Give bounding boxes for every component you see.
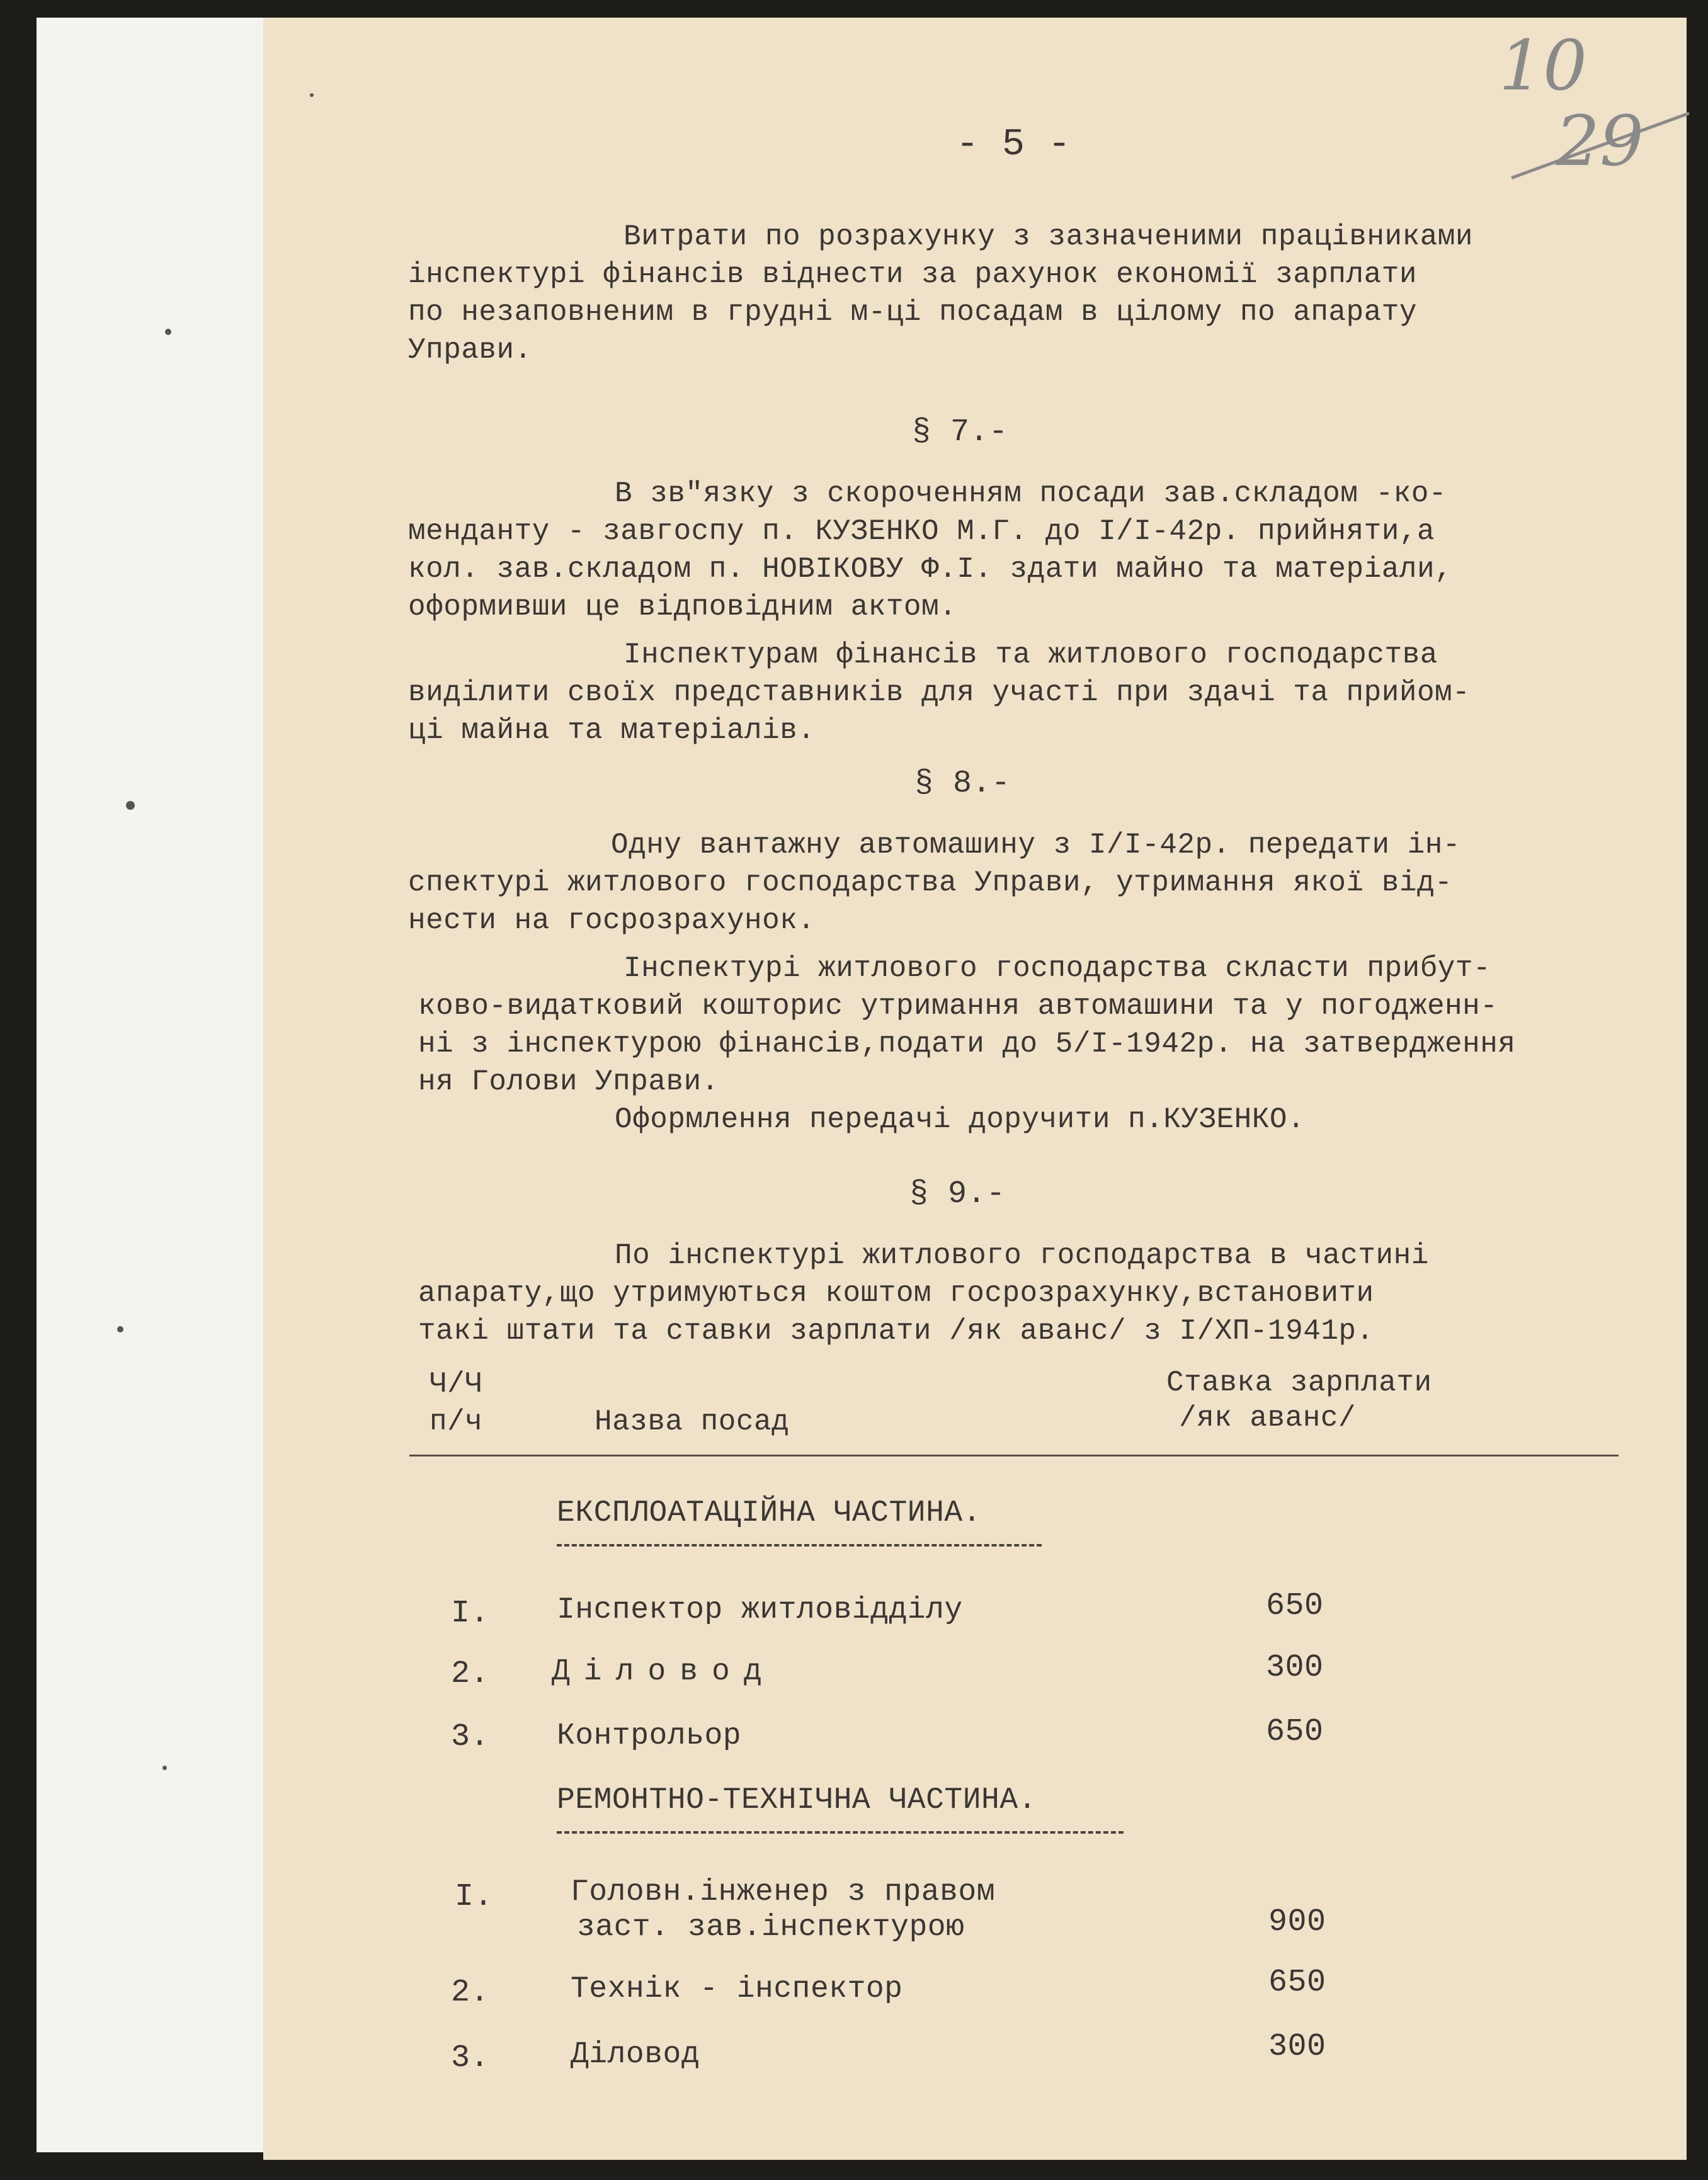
punch-mark <box>126 801 135 810</box>
g1-row-3-rate: 650 <box>1266 1714 1324 1750</box>
table-header-rule <box>409 1455 1619 1456</box>
s8-para2-line-3: ні з інспектурою фінансів,подати до 5/І-1942р. на затвердження <box>418 1028 1516 1060</box>
s8-para2-line-1: Інспектурі житлового господарства скласти прибут- <box>623 952 1491 985</box>
g2-row-3-rate: 300 <box>1268 2029 1326 2065</box>
col-rate-header-1: Ставка зарплати <box>1166 1366 1432 1399</box>
punch-mark <box>165 329 171 335</box>
g1-row-3-num: 3. <box>451 1719 490 1755</box>
group-1-title: ЕКСПЛОАТАЦІЙНА ЧАСТИНА. <box>557 1496 982 1530</box>
s8-para1-line-1: Одну вантажну автомашину з І/І-42р. передати ін- <box>611 829 1461 861</box>
s9-para1-line-2: апарату,що утримуються коштом госрозрахунку,встановити <box>418 1277 1374 1310</box>
group-1-underline <box>557 1544 1042 1547</box>
col-rate-header-2: /як аванс/ <box>1179 1402 1357 1434</box>
col-num-header-2: п/ч <box>430 1405 483 1438</box>
g1-row-2-num: 2. <box>451 1656 490 1692</box>
g2-row-3-title: Діловод <box>571 2038 700 2072</box>
g2-row-1-rate: 900 <box>1268 1904 1326 1940</box>
col-num-header-1: Ч/Ч <box>430 1368 483 1400</box>
intro-line-2: інспектурі фінансів віднести за рахунок економії зарплати <box>408 258 1417 291</box>
group-2-title: РЕМОНТНО-ТЕХНІЧНА ЧАСТИНА. <box>557 1783 1037 1817</box>
s8-para3: Оформлення передачі доручити п.КУЗЕНКО. <box>615 1103 1306 1136</box>
s7-para1-line-2: менданту - завгоспу п. КУЗЕНКО М.Г. до І/І-42р. прийняти,а <box>408 515 1435 548</box>
intro-line-3: по незаповненим в грудні м-ці посадам в цілому по апарату <box>408 296 1417 329</box>
s9-para1-line-1: По інспектурі житлового господарства в частині <box>615 1239 1429 1272</box>
punch-mark <box>310 93 314 97</box>
s7-para2-line-2: виділити своїх представників для участі при здачі та прийом- <box>408 676 1471 709</box>
g2-row-2-title: Технік - інспектор <box>571 1972 903 2006</box>
section-7-heading: § 7.- <box>912 414 1008 450</box>
archive-folio-top: 10 <box>1499 25 1587 106</box>
g1-row-1-rate: 650 <box>1266 1588 1324 1624</box>
g1-row-1-num: І. <box>451 1596 490 1632</box>
g1-row-1-title: Інспектор житловідділу <box>557 1593 963 1627</box>
s8-para2-line-4: ня Голови Управи. <box>418 1065 719 1098</box>
section-9-heading: § 9.- <box>909 1176 1006 1212</box>
s7-para2-line-1: Інспектурам фінансів та житлового господарства <box>623 639 1438 671</box>
s8-para1-line-2: спектурі житлового господарства Управи, утримання якої від- <box>408 866 1453 899</box>
s7-para1-line-1: В зв"язку з скороченням посади зав.складом -ко- <box>615 477 1447 510</box>
punch-mark <box>117 1326 123 1332</box>
col-title-header: Назва посад <box>595 1405 790 1438</box>
page-number: - 5 - <box>956 123 1071 166</box>
g2-row-1-title-cont: заст. зав.інспектурою <box>577 1910 965 1944</box>
section-8-heading: § 8.- <box>914 766 1011 802</box>
s7-para1-line-3: кол. зав.складом п. НОВІКОВУ Ф.І. здати майно та матеріали, <box>408 553 1453 586</box>
group-2-underline <box>557 1831 1124 1834</box>
g2-row-1-title: Головн.інженер з правом <box>571 1875 996 1909</box>
s7-para2-line-3: ці майна та матеріалів. <box>408 714 816 747</box>
g1-row-2-rate: 300 <box>1266 1650 1324 1686</box>
white-binding-strip <box>37 18 263 2152</box>
s9-para1-line-3: такі штати та ставки зарплати /як аванс/ з І/ХП-1941р. <box>418 1315 1374 1348</box>
punch-mark <box>162 1766 167 1770</box>
intro-line-1: Витрати по розрахунку з зазначеними працівниками <box>623 220 1474 253</box>
intro-line-4: Управи. <box>408 334 532 366</box>
g1-row-3-title: Контрольор <box>557 1719 742 1753</box>
g2-row-3-num: 3. <box>451 2040 490 2076</box>
archive-folio-bottom: 29 <box>1556 101 1644 181</box>
g2-row-2-num: 2. <box>451 1975 490 2011</box>
s7-para1-line-4: оформивши це відповідним актом. <box>408 591 957 623</box>
g2-row-1-num: І. <box>455 1879 494 1915</box>
s8-para1-line-3: нести на госрозрахунок. <box>408 904 816 937</box>
g2-row-2-rate: 650 <box>1268 1965 1326 2001</box>
g1-row-2-title: Діловод <box>552 1655 776 1689</box>
s8-para2-line-2: ково-видатковий кошторис утримання автомашини та у погодженн- <box>418 990 1498 1023</box>
